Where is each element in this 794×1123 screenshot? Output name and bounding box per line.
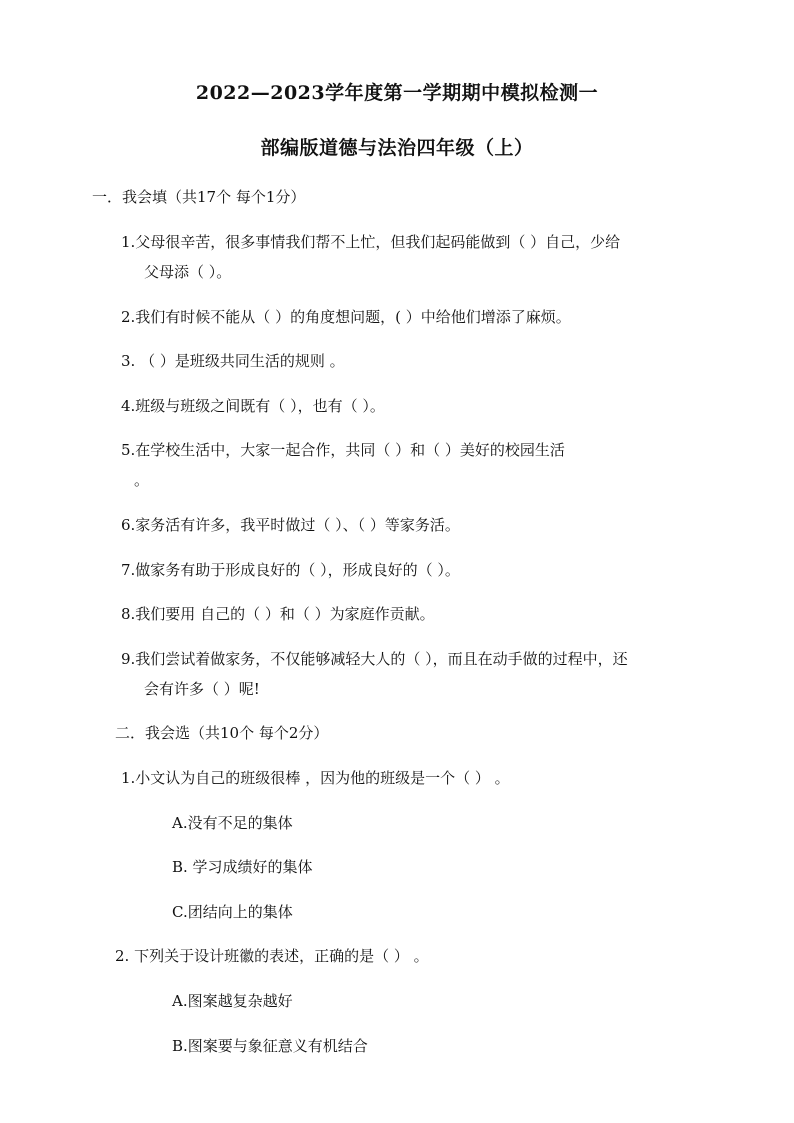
question-2: 2.我们有时候不能从（ ）的角度想问题，( ）中给他们增添了麻烦。 <box>121 308 571 326</box>
choice-question-2: 2. 下列关于设计班徽的表述，正确的是（ ） 。 <box>115 947 429 965</box>
question-1-line-1: 1.父母很辛苦，很多事情我们帮不上忙，但我们起码能做到（ ）自己，少给 <box>121 233 621 251</box>
page-title: 2022—2023学年度第一学期期中模拟检测一 <box>195 82 599 104</box>
choice-question-1: 1.小文认为自己的班级很棒 ，因为他的班级是一个（ ） 。 <box>121 769 510 787</box>
question-4: 4.班级与班级之间既有（ ），也有（ ）。 <box>121 397 385 415</box>
question-3: 3. （ ）是班级共同生活的规则 。 <box>121 352 345 370</box>
choice-2-option-a: A.图案越复杂越好 <box>172 992 293 1010</box>
choice-1-option-a: A.没有不足的集体 <box>172 814 293 832</box>
question-8: 8.我们要用 自己的（ ）和（ ）为家庭作贡献。 <box>121 605 435 623</box>
question-5-line-2: 。 <box>134 471 150 489</box>
question-9-line-1: 9.我们尝试着做家务，不仅能够减轻大人的（ ），而且在动手做的过程中，还 <box>121 650 628 668</box>
question-7: 7.做家务有助于形成良好的（ ），形成良好的（ ）。 <box>121 561 460 579</box>
section-heading-choice: 二．我会选（共10个 每个2分） <box>115 724 329 742</box>
page-subtitle: 部编版道德与法治四年级（上） <box>260 137 534 159</box>
choice-1-option-b: B. 学习成绩好的集体 <box>172 858 313 876</box>
section-heading-fill: 一．我会填（共17个 每个1分） <box>92 188 306 206</box>
choice-2-option-b: B.图案要与象征意义有机结合 <box>172 1037 368 1055</box>
question-1-line-2: 父母添（ ）。 <box>144 263 232 281</box>
question-9-line-2: 会有许多（ ）呢! <box>144 680 260 698</box>
question-6: 6.家务活有许多，我平时做过（ ）、（ ）等家务活。 <box>121 516 460 534</box>
choice-1-option-c: C.团结向上的集体 <box>172 903 293 921</box>
question-5-line-1: 5.在学校生活中，大家一起合作，共同（ ）和（ ）美好的校园生活 <box>121 441 565 459</box>
